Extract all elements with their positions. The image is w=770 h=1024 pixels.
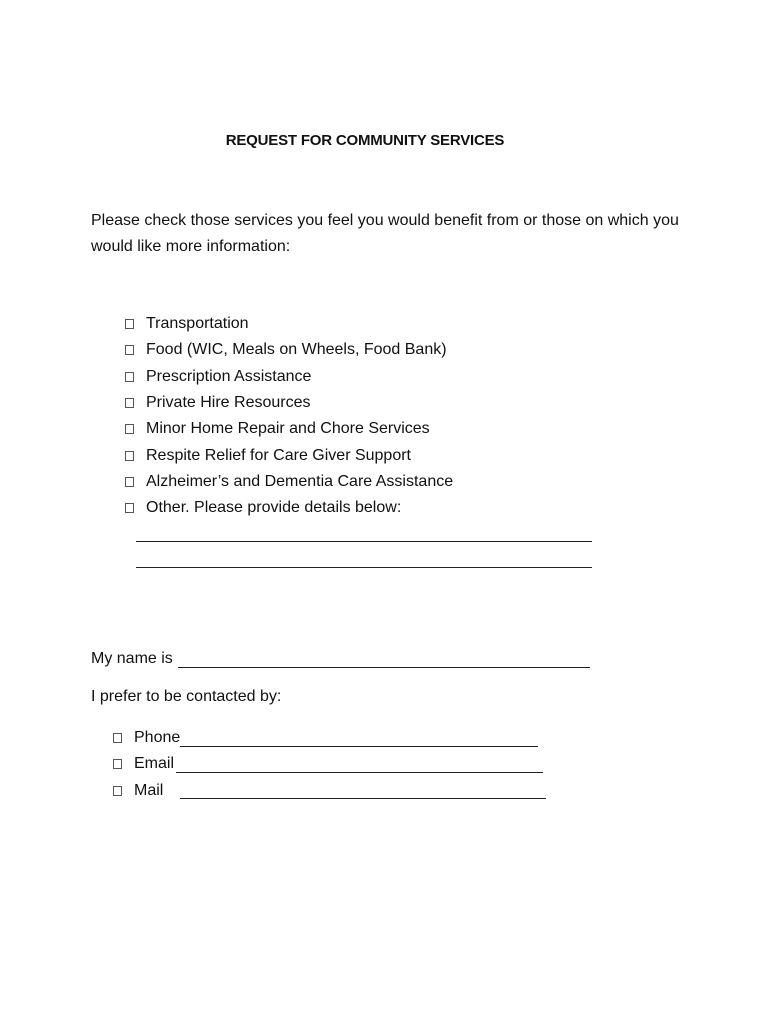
other-details-line-2[interactable] [136,567,592,568]
food-checkbox[interactable] [125,345,134,355]
service-item-other [125,495,453,521]
contact-label: Mail [134,781,164,799]
mail-checkbox[interactable] [113,786,122,796]
service-item-transportation [125,311,453,337]
home-repair-checkbox[interactable] [125,424,134,434]
service-label: Other. Please provide details below: [146,499,402,517]
service-label: Food (WIC, Meals on Wheels, Food Bank) [146,341,447,359]
contact-label: Email [134,755,175,773]
transportation-checkbox[interactable] [125,319,134,329]
service-item-alzheimers [125,469,453,495]
alzheimers-checkbox[interactable] [125,477,134,487]
contact-item-email [113,751,546,777]
service-label: Prescription Assistance [146,367,312,385]
service-item-home-repair [125,416,453,442]
contact-item-phone [113,725,546,751]
service-label: Minor Home Repair and Chore Services [146,420,430,438]
contact-item-mail [113,778,546,804]
service-label: Respite Relief for Care Giver Support [146,446,411,464]
private-hire-checkbox[interactable] [125,398,134,408]
name-row [91,650,590,668]
contact-label: Phone [134,729,181,747]
services-checklist [125,311,453,521]
email-checkbox[interactable] [113,759,122,769]
form-title [0,132,730,149]
service-item-respite [125,442,453,468]
service-label: Alzheimer’s and Dementia Care Assistance [146,472,454,490]
prescription-checkbox[interactable] [125,372,134,382]
service-label: Private Hire Resources [146,394,311,412]
contact-methods-list [113,725,546,804]
service-label: Transportation [146,315,249,333]
service-item-private-hire [125,390,453,416]
other-details-line-1[interactable] [136,541,592,542]
service-item-food [125,337,453,363]
form-title-text: REQUEST FOR COMMUNITY SERVICES [225,132,505,149]
mail-field[interactable] [180,782,546,799]
other-checkbox[interactable] [125,503,134,513]
name-field[interactable] [178,651,590,668]
contact-preference-label: I prefer to be contacted by: [91,688,282,705]
service-item-prescription [125,364,453,390]
name-label: My name is [91,650,173,667]
phone-checkbox[interactable] [113,733,122,743]
email-field[interactable] [176,756,543,773]
intro-paragraph: Please check those services you feel you would benefit from or those on which you would like more information: [91,212,679,255]
phone-field[interactable] [180,730,538,747]
respite-checkbox[interactable] [125,451,134,461]
